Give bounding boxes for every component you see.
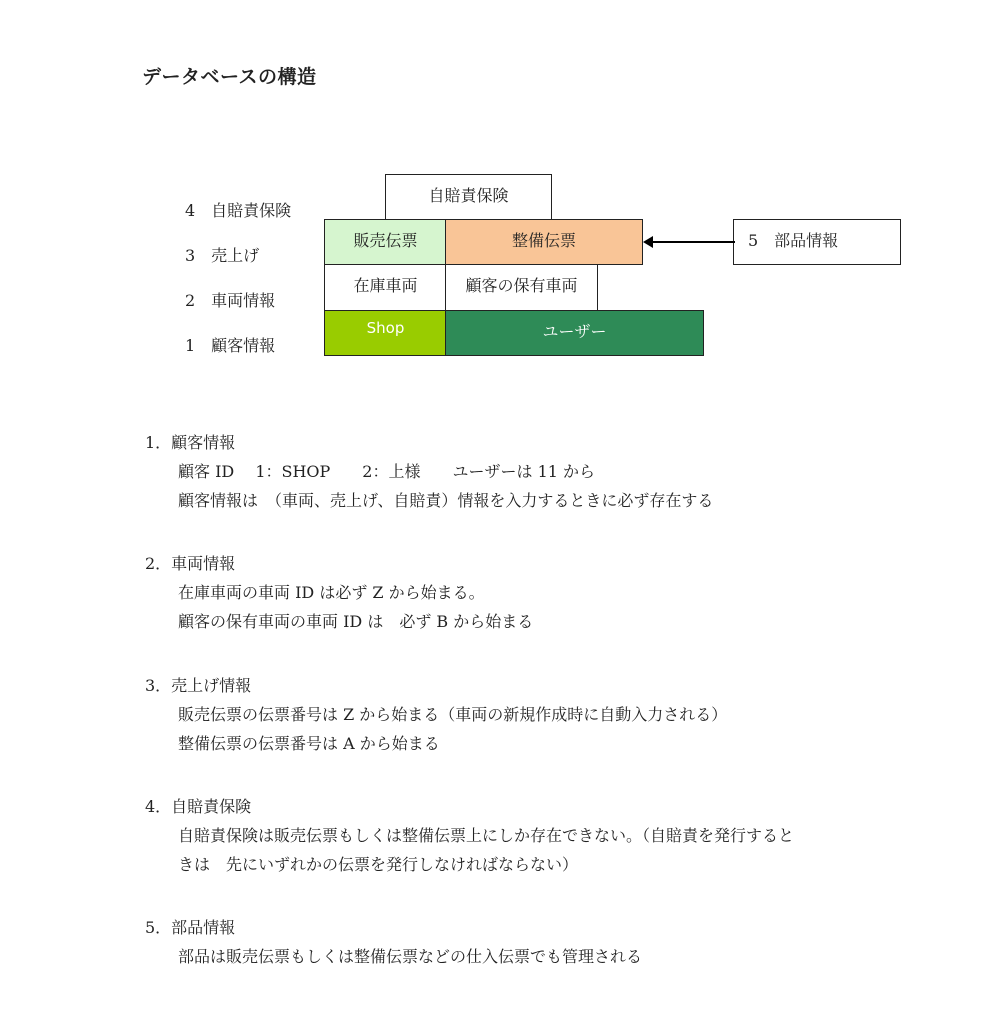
section-vehicle [145,551,533,632]
stock-vehicle-box: 在庫車両 [324,264,447,311]
section-line: 顧客の保有車両の車両 ID は 必ず B から始まる [178,612,534,631]
section-heading: 4．自賠責保険 [145,797,252,816]
parts-arrow-line [645,241,735,243]
section-customer [145,430,713,511]
section-line: きは 先にいずれかの伝票を発行しなければならない） [178,855,579,874]
section-parts [145,915,642,967]
layer-label-1: 1 顧客情報 [185,336,276,355]
section-heading: 2．車両情報 [145,554,236,573]
section-line: 部品は販売伝票もしくは整備伝票などの仕入伝票でも管理される [178,947,643,966]
maintenance-slip-box: 整備伝票 [445,219,643,265]
section-line: 顧客 ID 1：SHOP 2：上様 ユーザーは 11 から [178,462,596,481]
layer-label-4: 4 自賠責保険 [185,201,292,220]
sales-slip-box: 販売伝票 [324,219,447,265]
section-heading: 3．売上げ情報 [145,676,252,695]
customer-vehicle-box: 顧客の保有車両 [445,264,598,311]
section-line: 販売伝票の伝票番号は Z から始まる（車両の新規作成時に自動入力される） [178,705,728,724]
section-line: 整備伝票の伝票番号は A から始まる [178,734,440,753]
layer-label-2: 2 車両情報 [185,291,276,310]
page-title: データベースの構造 [142,66,317,88]
section-line: 在庫車両の車両 ID は必ず Z から始まる。 [178,583,485,602]
insurance-box: 自賠責保険 [385,174,552,221]
section-line: 自賠責保険は販売伝票もしくは整備伝票上にしか存在できない。（自賠責を発行すると [178,826,795,845]
section-heading: 5．部品情報 [145,918,236,937]
layer-label-3: 3 売上げ [185,246,260,265]
section-sales [145,673,727,754]
section-insurance [145,794,794,875]
parts-arrow-head [643,236,653,248]
section-heading: 1．顧客情報 [145,433,236,452]
user-box: ユーザー [445,310,704,356]
shop-box: Shop [324,310,447,356]
section-line: 顧客情報は （車両、売上げ、自賠責）情報を入力するときに必ず存在する [178,491,714,510]
parts-box: 5 部品情報 [733,219,901,265]
